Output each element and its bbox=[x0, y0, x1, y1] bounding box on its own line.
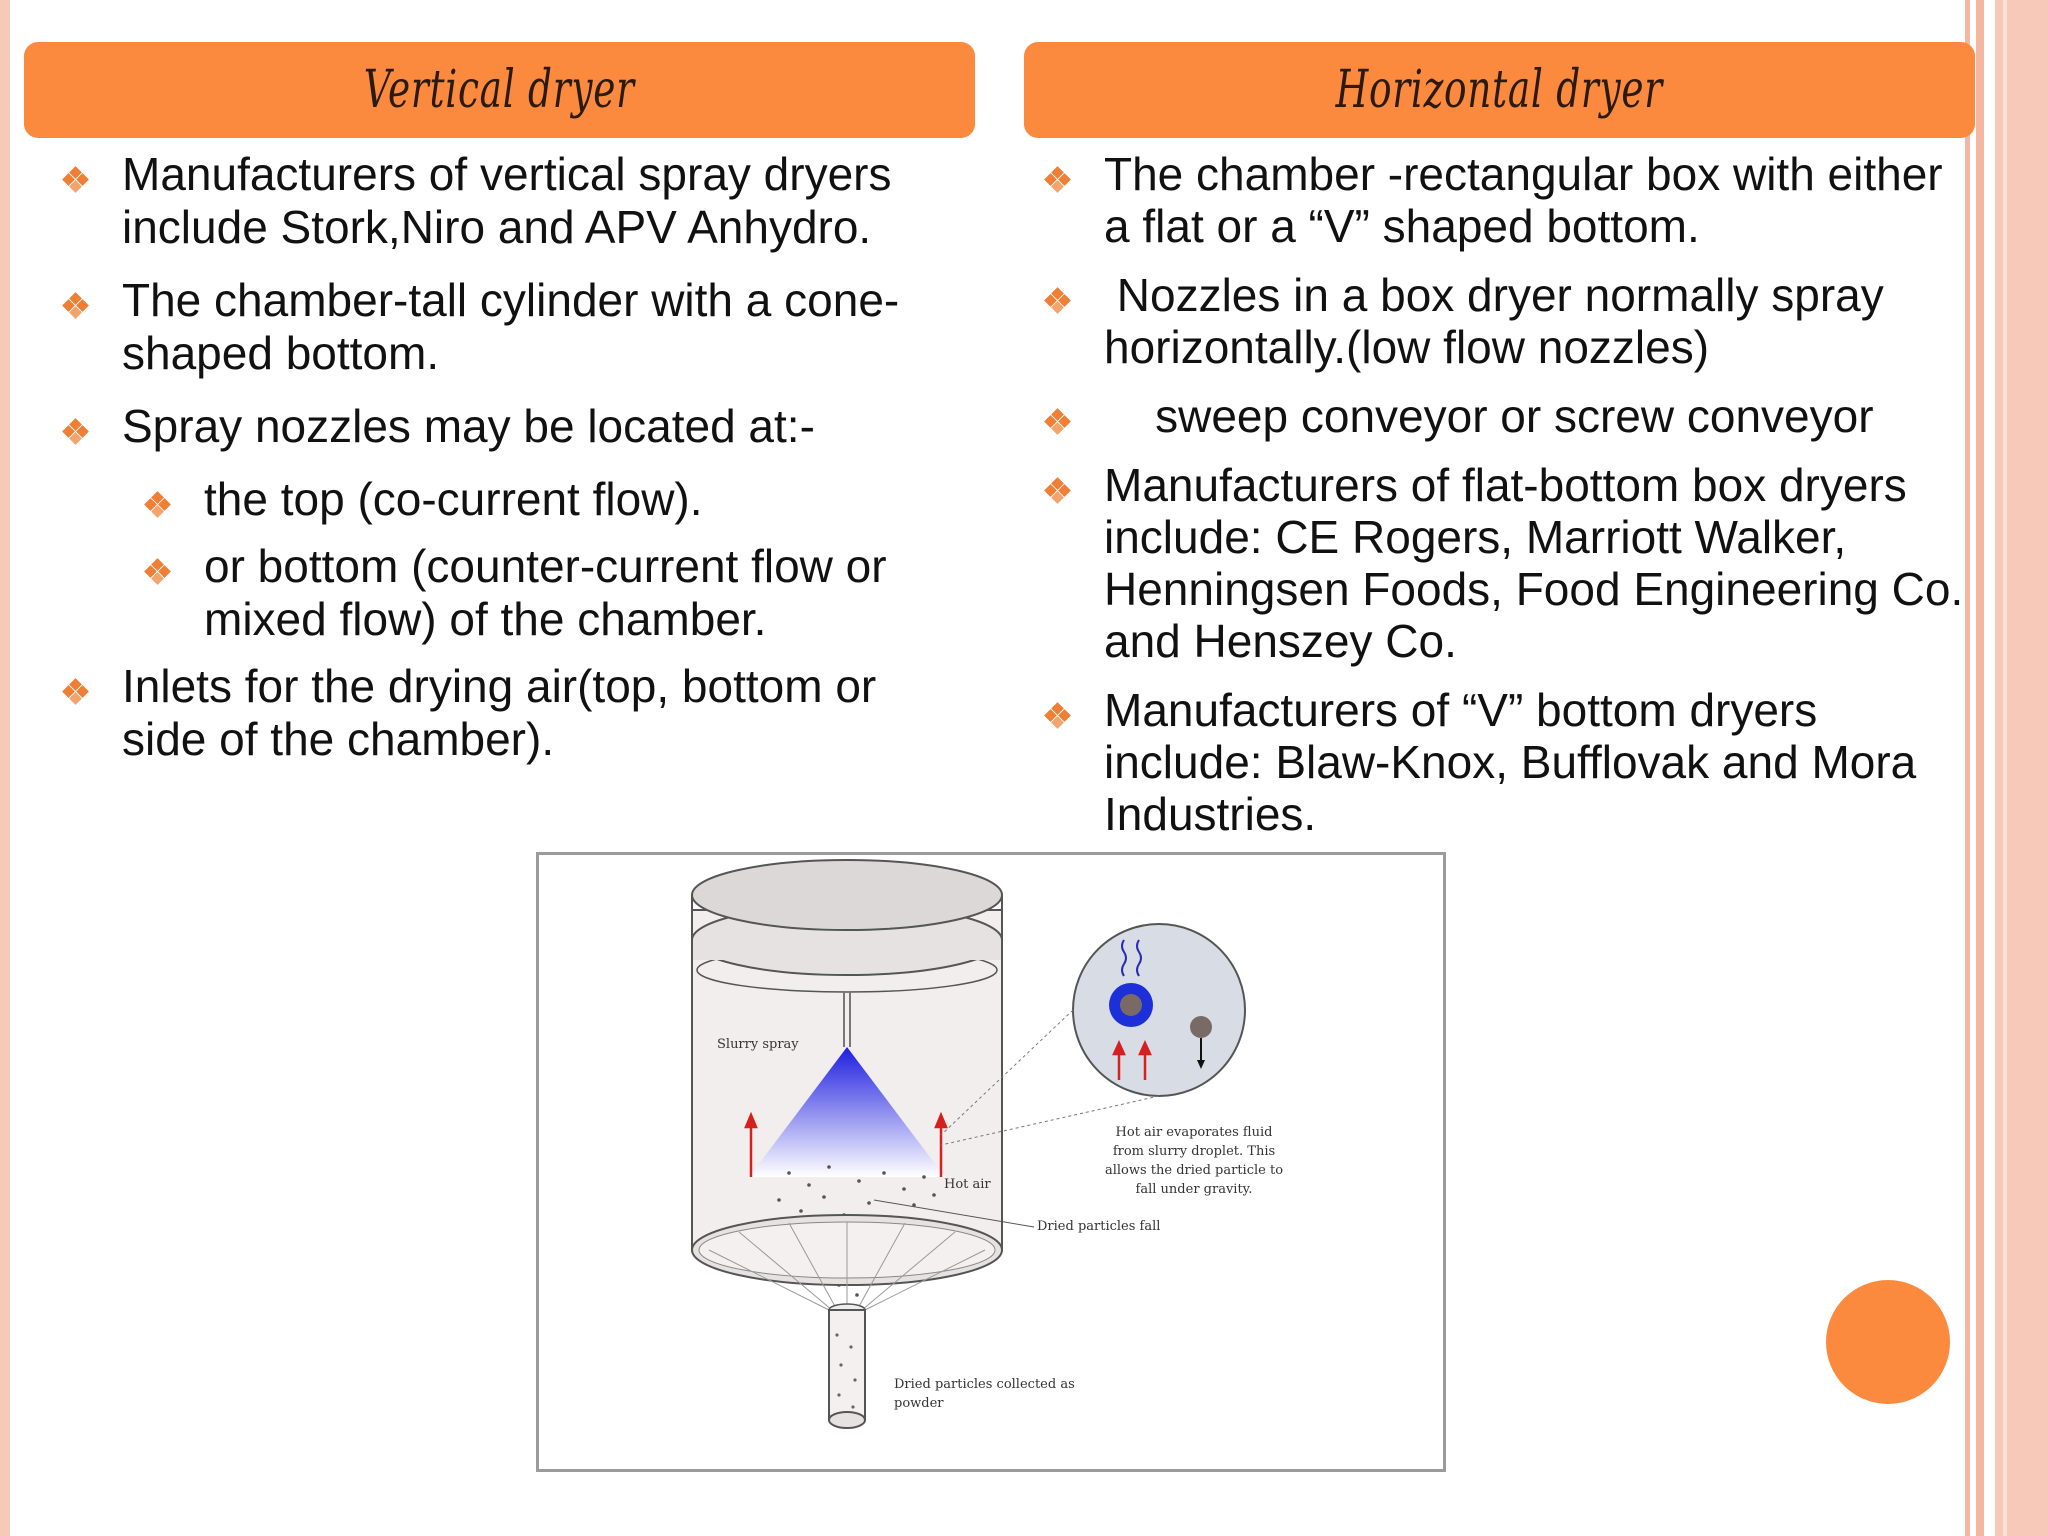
bullet-item bbox=[1042, 390, 1972, 442]
vertical-dryer-bullets bbox=[60, 148, 960, 786]
bullet-text: Manufacturers of vertical spray dryers include Stork,Niro and APV Anhydro. bbox=[122, 148, 905, 253]
horizontal-dryer-bullets bbox=[1042, 148, 1977, 857]
bullet-text: Manufacturers of flat-bottom box dryers include: CE Rogers, Marriott Walker, Henningsen Foods, Food Engineering Co. and Henszey Co. bbox=[1104, 459, 1977, 667]
diamond-bullet-icon bbox=[1046, 289, 1070, 313]
horizontal-dryer-header bbox=[1024, 42, 1975, 138]
bullet-item bbox=[60, 400, 960, 453]
bullet-item bbox=[1042, 459, 1977, 667]
evaporation-caption: Hot air evaporates fluid from slurry droplet. This allows the dried particle to fall under gravity. bbox=[1104, 1125, 1284, 1197]
diamond-bullet-icon bbox=[64, 294, 88, 318]
bullet-text: The chamber -rectangular box with either a flat or a “V” shaped bottom. bbox=[1104, 148, 1956, 252]
dried-particles-fall-label: Dried particles fall bbox=[1037, 1219, 1161, 1234]
diamond-bullet-icon bbox=[64, 680, 88, 704]
bullet-text: Manufacturers of “V” bottom dryers include: Blaw-Knox, Bufflovak and Mora Industries. bbox=[1104, 684, 1930, 840]
horizontal-dryer-title: Horizontal dryer bbox=[1335, 60, 1664, 120]
decorative-orange-circle bbox=[1826, 1280, 1950, 1404]
right-decor-stripe bbox=[2003, 0, 2007, 1536]
diamond-bullet-icon bbox=[1046, 704, 1070, 728]
spray-dryer-diagram bbox=[536, 852, 1446, 1472]
bullet-item bbox=[60, 660, 960, 766]
hot-air-label: Hot air bbox=[944, 1177, 991, 1192]
right-decor-stripe bbox=[1976, 0, 1984, 1536]
bullet-text: Spray nozzles may be located at:- bbox=[122, 400, 815, 452]
left-decor-stripe bbox=[0, 0, 10, 1536]
diamond-bullet-icon bbox=[1046, 479, 1070, 503]
diamond-bullet-icon bbox=[1046, 168, 1070, 192]
bullet-item bbox=[60, 148, 960, 254]
bullet-text: Nozzles in a box dryer normally spray horizontally.(low flow nozzles) bbox=[1104, 269, 1897, 373]
bullet-item bbox=[1042, 269, 1972, 373]
bullet-text: Inlets for the drying air(top, bottom or side of the chamber). bbox=[122, 660, 890, 765]
chamber-top bbox=[692, 860, 1002, 930]
collected-powder-label: Dried particles collected as powder bbox=[894, 1377, 1075, 1411]
bullet-text: or bottom (counter-current flow or mixed flow) of the chamber. bbox=[204, 540, 900, 645]
vertical-dryer-header bbox=[24, 42, 975, 138]
sub-bullet-item bbox=[142, 540, 960, 646]
diamond-bullet-icon bbox=[64, 420, 88, 444]
slurry-spray-label: Slurry spray bbox=[717, 1037, 799, 1052]
diamond-bullet-icon bbox=[1046, 410, 1070, 434]
bullet-text: The chamber-tall cylinder with a cone-shaped bottom. bbox=[122, 274, 900, 379]
bullet-item bbox=[1042, 148, 1972, 252]
vertical-dryer-title: Vertical dryer bbox=[364, 60, 635, 120]
bullet-text: the top (co-current flow). bbox=[204, 473, 703, 525]
diamond-bullet-icon bbox=[146, 560, 170, 584]
powder-outlet bbox=[829, 1310, 865, 1420]
sub-bullet-item bbox=[142, 473, 960, 526]
droplet-callout bbox=[1073, 924, 1245, 1096]
bullet-item bbox=[60, 274, 960, 380]
diamond-bullet-icon bbox=[146, 493, 170, 517]
bullet-item bbox=[1042, 684, 1972, 840]
bullet-text: sweep conveyor or screw conveyor bbox=[1104, 390, 1874, 442]
diamond-bullet-icon bbox=[64, 168, 88, 192]
